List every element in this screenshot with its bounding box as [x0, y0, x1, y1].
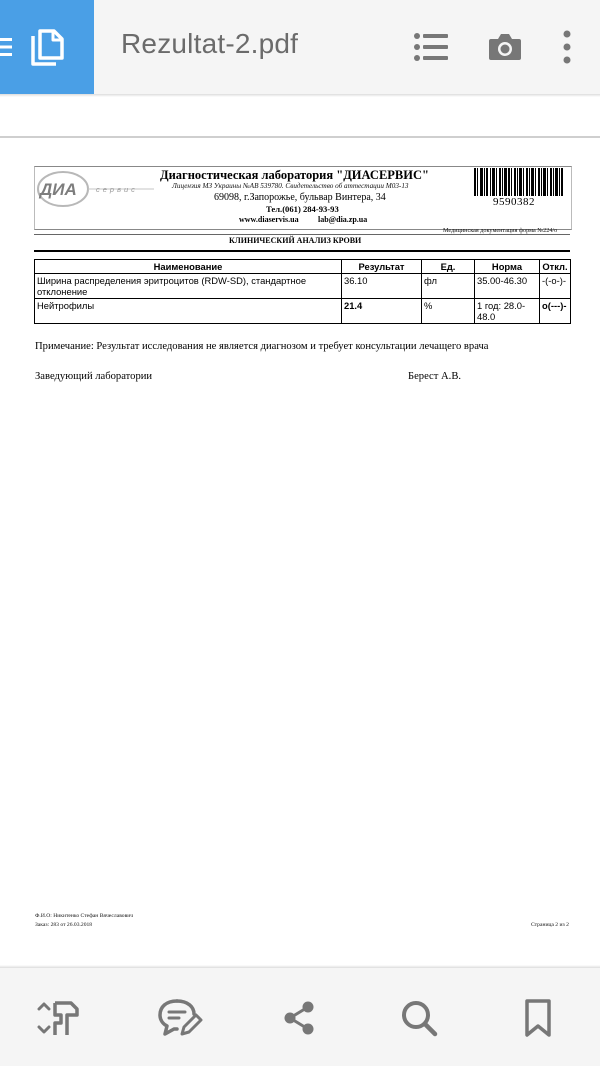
top-app-bar: [0, 0, 600, 94]
more-vert-icon: [562, 30, 572, 64]
title-rule: [34, 250, 570, 252]
table-row: [35, 274, 571, 299]
barcode: [474, 168, 564, 196]
cell-norm: 1 год: 28.0-48.0: [475, 299, 540, 324]
head-of-lab-name: Берест А.В.: [408, 371, 462, 382]
logo-sub-text: сервис: [96, 185, 138, 194]
col-header-unit: Ед.: [422, 260, 475, 274]
document-tab[interactable]: [0, 0, 94, 94]
camera-icon: [488, 33, 522, 61]
analysis-title: КЛИНИЧЕСКИЙ АНАЛИЗ КРОВИ: [229, 236, 362, 245]
share-button[interactable]: [275, 994, 323, 1042]
medical-form-label: Медицинская документация форма №224/о: [443, 227, 558, 234]
camera-button[interactable]: [482, 24, 528, 70]
lab-license: Лицензия МЗ Украины №АВ 539780. Свидетельство об аттестации М03-13: [172, 182, 409, 190]
cell-deviation: -(-o-)-: [540, 274, 571, 299]
head-of-lab-label: Заведующий лаборатории: [35, 371, 153, 382]
lab-logo: [36, 169, 154, 209]
comment-icon: [157, 998, 203, 1038]
results-table: [34, 259, 571, 324]
table-row: [35, 299, 571, 324]
table-header-row: [35, 260, 571, 274]
cell-name: Нейтрофилы: [35, 299, 342, 324]
search-button[interactable]: [395, 994, 443, 1042]
crop-expand-icon: [37, 999, 81, 1037]
cell-unit: %: [422, 299, 475, 324]
lab-title: Диагностическая лаборатория "ДИАСЕРВИС": [160, 168, 429, 182]
header-rule: [34, 234, 570, 235]
cell-unit: фл: [422, 274, 475, 299]
cell-norm: 35.00-46.30: [475, 274, 540, 299]
lab-phone: Тел.(061) 284-93-93: [266, 204, 339, 214]
lab-address: 69098, г.Запорожье, бульвар Винтера, 34: [214, 192, 386, 203]
col-header-norm: Норма: [475, 260, 540, 274]
footer-order: Заказ: 283 от 26.03.2018: [35, 922, 93, 928]
col-header-name: Наименование: [35, 260, 342, 274]
lab-email: lab@dia.zp.ua: [318, 215, 368, 224]
pdf-page[interactable]: [0, 140, 600, 966]
list-icon: [414, 32, 448, 62]
search-icon: [400, 999, 438, 1037]
more-options-button[interactable]: [544, 24, 590, 70]
footer-patient-name: Ф.И.О: Никитенко Стефан Вячеславович: [35, 913, 134, 919]
list-button[interactable]: [408, 24, 454, 70]
bookmark-icon: [524, 998, 552, 1038]
cell-result: 36.10: [342, 274, 422, 299]
page-separator: [0, 136, 600, 138]
top-bar-shadow: [0, 94, 600, 97]
footer-page-number: Страница 2 из 2: [531, 922, 569, 928]
barcode-number: 9590382: [493, 196, 535, 208]
note-text: Примечание: Результат исследования не является диагнозом и требует консультации лечащего врача: [35, 341, 489, 352]
comment-button[interactable]: [156, 994, 204, 1042]
bookmark-button[interactable]: [514, 994, 562, 1042]
col-header-deviation: Откл.: [540, 260, 571, 274]
menu-icon[interactable]: [0, 37, 14, 57]
cell-deviation: o(---)-: [540, 299, 571, 324]
crop-expand-button[interactable]: [35, 994, 83, 1042]
share-icon: [281, 1000, 317, 1036]
logo-brand-text: ДИА: [40, 180, 77, 199]
lab-website: www.diaservis.ua: [239, 215, 299, 224]
cell-result: 21.4: [342, 299, 422, 324]
app-title: Rezultat-2.pdf: [121, 28, 299, 59]
col-header-result: Результат: [342, 260, 422, 274]
document-icon: [30, 28, 66, 68]
bottom-toolbar: [0, 968, 600, 1066]
cell-name: Ширина распределения эритроцитов (RDW-SD), стандартное отклонение: [35, 274, 342, 299]
